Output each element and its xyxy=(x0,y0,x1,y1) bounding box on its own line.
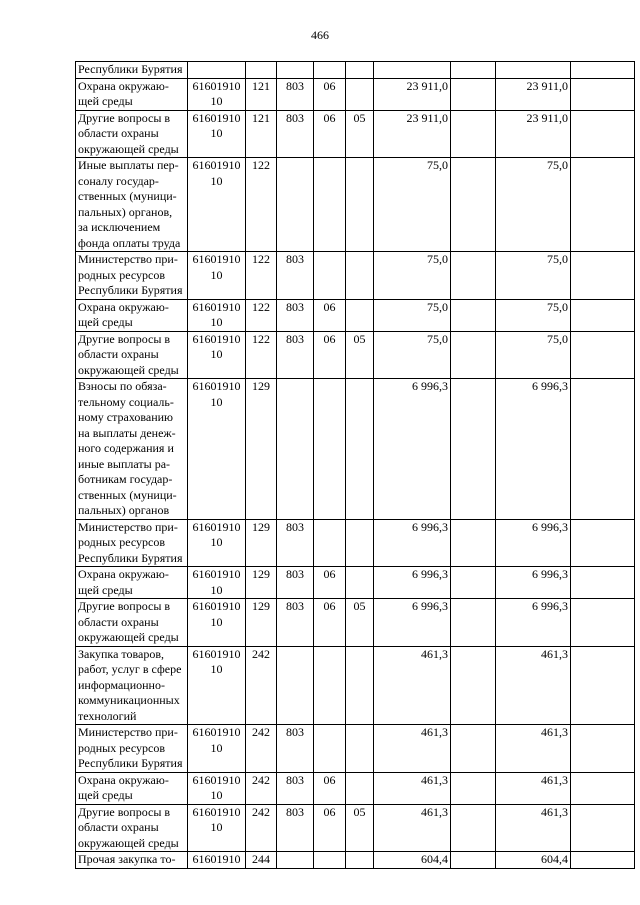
csr-line: 10 xyxy=(210,740,223,755)
cell-sum3 xyxy=(571,299,635,331)
cell-rz: 06 xyxy=(314,299,346,331)
cell-grbs xyxy=(277,62,314,79)
name-line: области охраны xyxy=(78,126,159,140)
table-row xyxy=(76,252,635,300)
cell-sum3 xyxy=(571,599,635,647)
cell-csr xyxy=(188,331,246,379)
csr-line: 61601910 xyxy=(192,78,241,93)
name-line: Охрана окружаю- xyxy=(78,78,169,93)
table-row xyxy=(76,519,635,567)
table-row xyxy=(76,158,635,252)
cell-sum2: 75,0 xyxy=(496,158,571,252)
cell-pr: 05 xyxy=(346,804,374,852)
cell-pr xyxy=(346,379,374,520)
name-line: на выплаты денеж- xyxy=(78,425,176,440)
cell-name xyxy=(76,646,188,725)
cell-pr xyxy=(346,299,374,331)
cell-sum3 xyxy=(571,252,635,300)
name-line: Другие вопросы в xyxy=(78,331,171,346)
csr-line: 61601910 xyxy=(192,599,241,613)
cell-pr xyxy=(346,567,374,599)
name-line: ного содержания и xyxy=(78,441,174,455)
cell-csr xyxy=(188,567,246,599)
cell-name xyxy=(76,78,188,110)
name-line: Другие вопросы в xyxy=(78,110,171,125)
cell-empty xyxy=(451,646,496,725)
name-line: Закупка товаров, xyxy=(78,646,164,661)
cell-sum3 xyxy=(571,78,635,110)
csr-line: 61601910 xyxy=(192,110,241,125)
cell-pr xyxy=(346,158,374,252)
cell-sum2: 461,3 xyxy=(496,772,571,804)
name-line: коммуникационных xyxy=(78,693,180,707)
cell-grbs: 803 xyxy=(277,331,314,379)
cell-pr xyxy=(346,772,374,804)
cell-csr xyxy=(188,725,246,773)
name-line: тельному социаль- xyxy=(78,394,174,409)
cell-vr: 122 xyxy=(246,331,277,379)
cell-name xyxy=(76,804,188,852)
csr-line: 61601910 xyxy=(192,299,241,314)
cell-sum3 xyxy=(571,646,635,725)
cell-csr xyxy=(188,78,246,110)
csr-line: 61601910 xyxy=(192,772,241,787)
name-line: окружающей среды xyxy=(78,141,179,156)
cell-sum3 xyxy=(571,804,635,852)
csr-line: 61601910 xyxy=(192,567,241,581)
cell-grbs xyxy=(277,379,314,520)
cell-sum1: 461,3 xyxy=(374,772,451,804)
cell-grbs: 803 xyxy=(277,299,314,331)
cell-empty xyxy=(451,804,496,852)
name-line: Иные выплаты пер- xyxy=(78,158,179,172)
cell-vr: 122 xyxy=(246,158,277,252)
name-line: Республики Бурятия xyxy=(78,62,183,76)
cell-sum2: 75,0 xyxy=(496,331,571,379)
cell-sum2: 23 911,0 xyxy=(496,110,571,158)
table-row xyxy=(76,379,635,520)
cell-rz: 06 xyxy=(314,78,346,110)
cell-vr xyxy=(246,62,277,79)
table-row xyxy=(76,772,635,804)
cell-csr xyxy=(188,110,246,158)
cell-sum2: 6 996,3 xyxy=(496,379,571,520)
csr-line: 61601910 xyxy=(192,158,241,172)
cell-name xyxy=(76,519,188,567)
cell-rz: 06 xyxy=(314,331,346,379)
cell-vr: 129 xyxy=(246,599,277,647)
table-row xyxy=(76,599,635,647)
csr-line: 61601910 xyxy=(192,725,241,739)
cell-grbs: 803 xyxy=(277,252,314,300)
table-row xyxy=(76,62,635,79)
cell-rz xyxy=(314,519,346,567)
name-line: ботникам государ- xyxy=(78,472,173,486)
name-line: области охраны xyxy=(78,347,159,361)
cell-sum1: 23 911,0 xyxy=(374,110,451,158)
table-row xyxy=(76,78,635,110)
cell-empty xyxy=(451,110,496,158)
cell-sum1: 6 996,3 xyxy=(374,599,451,647)
cell-csr xyxy=(188,252,246,300)
name-line: пальных) органов xyxy=(78,503,170,517)
cell-vr: 242 xyxy=(246,804,277,852)
cell-pr xyxy=(346,852,374,869)
cell-sum1: 23 911,0 xyxy=(374,78,451,110)
csr-line: 10 xyxy=(210,173,223,188)
cell-vr: 242 xyxy=(246,725,277,773)
name-line: Министерство при- xyxy=(78,725,178,739)
cell-vr: 242 xyxy=(246,772,277,804)
name-line: области охраны xyxy=(78,820,159,834)
cell-empty xyxy=(451,331,496,379)
cell-name xyxy=(76,331,188,379)
cell-pr: 05 xyxy=(346,331,374,379)
name-line: технологий xyxy=(78,708,137,723)
csr-line: 10 xyxy=(210,582,223,597)
cell-name xyxy=(76,772,188,804)
table-row xyxy=(76,110,635,158)
table-row xyxy=(76,567,635,599)
name-line: ственных (муници- xyxy=(78,189,177,203)
cell-grbs: 803 xyxy=(277,804,314,852)
table-row xyxy=(76,299,635,331)
name-line: Прочая закупка то- xyxy=(78,852,176,866)
cell-grbs: 803 xyxy=(277,519,314,567)
cell-sum1: 6 996,3 xyxy=(374,567,451,599)
cell-name xyxy=(76,599,188,647)
cell-name xyxy=(76,158,188,252)
cell-sum2: 461,3 xyxy=(496,804,571,852)
name-line: щей среды xyxy=(78,315,133,329)
name-line: Охрана окружаю- xyxy=(78,299,169,314)
cell-empty xyxy=(451,599,496,647)
cell-grbs xyxy=(277,646,314,725)
cell-rz: 06 xyxy=(314,804,346,852)
cell-grbs: 803 xyxy=(277,599,314,647)
cell-name xyxy=(76,299,188,331)
cell-sum3 xyxy=(571,379,635,520)
csr-line: 61601910 xyxy=(192,646,241,661)
name-line: ственных (муници- xyxy=(78,487,177,502)
cell-sum1: 6 996,3 xyxy=(374,519,451,567)
cell-sum1: 75,0 xyxy=(374,252,451,300)
cell-sum2: 75,0 xyxy=(496,252,571,300)
name-line: щей среды xyxy=(78,582,133,597)
cell-empty xyxy=(451,252,496,300)
cell-vr: 121 xyxy=(246,110,277,158)
cell-pr: 05 xyxy=(346,110,374,158)
cell-empty xyxy=(451,567,496,599)
cell-sum2: 6 996,3 xyxy=(496,599,571,647)
cell-sum1: 75,0 xyxy=(374,158,451,252)
name-line: Республики Бурятия xyxy=(78,283,183,297)
cell-sum3 xyxy=(571,772,635,804)
cell-grbs xyxy=(277,852,314,869)
table-row xyxy=(76,852,635,869)
cell-csr xyxy=(188,158,246,252)
cell-empty xyxy=(451,78,496,110)
cell-empty xyxy=(451,519,496,567)
csr-line: 10 xyxy=(210,347,223,361)
cell-sum2: 461,3 xyxy=(496,725,571,773)
cell-csr xyxy=(188,299,246,331)
cell-name xyxy=(76,725,188,773)
table-row xyxy=(76,646,635,725)
cell-sum3 xyxy=(571,725,635,773)
cell-csr xyxy=(188,599,246,647)
cell-rz xyxy=(314,852,346,869)
name-line: Министерство при- xyxy=(78,252,178,266)
csr-line: 61601910 xyxy=(192,252,241,266)
csr-line: 10 xyxy=(210,662,223,676)
csr-line: 61601910 xyxy=(192,331,241,346)
table-row xyxy=(76,725,635,773)
table-row xyxy=(76,804,635,852)
name-line: пальных) органов, xyxy=(78,204,173,219)
csr-line: 61601910 xyxy=(192,519,241,534)
cell-csr xyxy=(188,519,246,567)
name-line: иные выплаты ра- xyxy=(78,456,171,471)
cell-empty xyxy=(451,62,496,79)
cell-sum1: 461,3 xyxy=(374,804,451,852)
name-line: Охрана окружаю- xyxy=(78,567,169,581)
cell-sum3 xyxy=(571,331,635,379)
cell-sum2: 6 996,3 xyxy=(496,519,571,567)
cell-vr: 129 xyxy=(246,567,277,599)
cell-grbs: 803 xyxy=(277,78,314,110)
cell-csr xyxy=(188,804,246,852)
name-line: ному страхованию xyxy=(78,410,174,424)
cell-sum1: 75,0 xyxy=(374,331,451,379)
budget-table xyxy=(75,61,635,869)
cell-grbs: 803 xyxy=(277,772,314,804)
cell-empty xyxy=(451,299,496,331)
cell-vr: 122 xyxy=(246,299,277,331)
cell-pr xyxy=(346,646,374,725)
cell-grbs: 803 xyxy=(277,567,314,599)
name-line: за исключением xyxy=(78,220,161,234)
cell-rz xyxy=(314,725,346,773)
name-line: окружающей среды xyxy=(78,835,179,850)
csr-line: 10 xyxy=(210,267,223,282)
csr-line: 61601910 xyxy=(192,804,241,819)
cell-pr xyxy=(346,252,374,300)
cell-vr: 122 xyxy=(246,252,277,300)
cell-rz: 06 xyxy=(314,567,346,599)
cell-vr: 244 xyxy=(246,852,277,869)
cell-empty xyxy=(451,852,496,869)
cell-empty xyxy=(451,772,496,804)
csr-line: 10 xyxy=(210,535,223,549)
cell-sum3 xyxy=(571,567,635,599)
name-line: информационно- xyxy=(78,677,165,692)
name-line: родных ресурсов xyxy=(78,267,166,282)
cell-rz: 06 xyxy=(314,772,346,804)
cell-rz: 06 xyxy=(314,599,346,647)
csr-line: 10 xyxy=(210,820,223,834)
csr-line: 10 xyxy=(210,126,223,140)
cell-rz xyxy=(314,158,346,252)
cell-name xyxy=(76,567,188,599)
cell-empty xyxy=(451,725,496,773)
cell-sum3 xyxy=(571,519,635,567)
name-line: Взносы по обяза- xyxy=(78,379,167,393)
csr-line: 10 xyxy=(210,614,223,629)
cell-pr xyxy=(346,725,374,773)
csr-line: 10 xyxy=(210,788,223,802)
csr-line: 61601910 xyxy=(192,379,241,393)
cell-rz: 06 xyxy=(314,110,346,158)
cell-sum2: 461,3 xyxy=(496,646,571,725)
cell-rz xyxy=(314,252,346,300)
cell-vr: 121 xyxy=(246,78,277,110)
name-line: работ, услуг в сфере xyxy=(78,662,182,676)
name-line: фонда оплаты труда xyxy=(78,235,181,250)
cell-name xyxy=(76,852,188,869)
cell-name xyxy=(76,62,188,79)
name-line: щей среды xyxy=(78,94,133,108)
cell-sum1 xyxy=(374,62,451,79)
cell-rz xyxy=(314,646,346,725)
cell-name xyxy=(76,252,188,300)
cell-sum1: 75,0 xyxy=(374,299,451,331)
cell-rz xyxy=(314,62,346,79)
cell-pr xyxy=(346,78,374,110)
name-line: щей среды xyxy=(78,788,133,802)
cell-sum3 xyxy=(571,852,635,869)
name-line: Другие вопросы в xyxy=(78,599,171,613)
cell-grbs: 803 xyxy=(277,725,314,773)
cell-sum3 xyxy=(571,110,635,158)
page-number: 466 xyxy=(311,28,329,42)
cell-rz xyxy=(314,379,346,520)
cell-vr: 242 xyxy=(246,646,277,725)
cell-csr xyxy=(188,62,246,79)
cell-csr xyxy=(188,379,246,520)
cell-grbs: 803 xyxy=(277,110,314,158)
name-line: Другие вопросы в xyxy=(78,804,171,819)
csr-line: 10 xyxy=(210,394,223,409)
csr-line: 10 xyxy=(210,94,223,108)
cell-pr: 05 xyxy=(346,599,374,647)
name-line: окружающей среды xyxy=(78,362,179,377)
name-line: соналу государ- xyxy=(78,173,159,188)
cell-empty xyxy=(451,379,496,520)
name-line: родных ресурсов xyxy=(78,535,166,549)
cell-csr xyxy=(188,772,246,804)
table-row xyxy=(76,331,635,379)
csr-line: 10 xyxy=(210,315,223,329)
cell-pr xyxy=(346,519,374,567)
name-line: Министерство при- xyxy=(78,519,178,534)
csr-line: 61601910 xyxy=(192,852,241,866)
cell-empty xyxy=(451,158,496,252)
cell-csr xyxy=(188,852,246,869)
cell-sum2: 23 911,0 xyxy=(496,78,571,110)
cell-sum2: 6 996,3 xyxy=(496,567,571,599)
name-line: Республики Бурятия xyxy=(78,550,183,565)
name-line: Республики Бурятия xyxy=(78,756,183,770)
cell-vr: 129 xyxy=(246,519,277,567)
cell-csr xyxy=(188,646,246,725)
name-line: окружающей среды xyxy=(78,630,179,644)
cell-sum1: 6 996,3 xyxy=(374,379,451,520)
cell-sum2: 604,4 xyxy=(496,852,571,869)
cell-sum1: 461,3 xyxy=(374,646,451,725)
cell-grbs xyxy=(277,158,314,252)
cell-sum3 xyxy=(571,158,635,252)
name-line: родных ресурсов xyxy=(78,740,166,755)
cell-sum2 xyxy=(496,62,571,79)
cell-sum3 xyxy=(571,62,635,79)
cell-sum2: 75,0 xyxy=(496,299,571,331)
cell-name xyxy=(76,110,188,158)
cell-sum1: 461,3 xyxy=(374,725,451,773)
cell-sum1: 604,4 xyxy=(374,852,451,869)
name-line: области охраны xyxy=(78,614,159,629)
cell-vr: 129 xyxy=(246,379,277,520)
cell-name xyxy=(76,379,188,520)
cell-pr xyxy=(346,62,374,79)
name-line: Охрана окружаю- xyxy=(78,772,169,787)
